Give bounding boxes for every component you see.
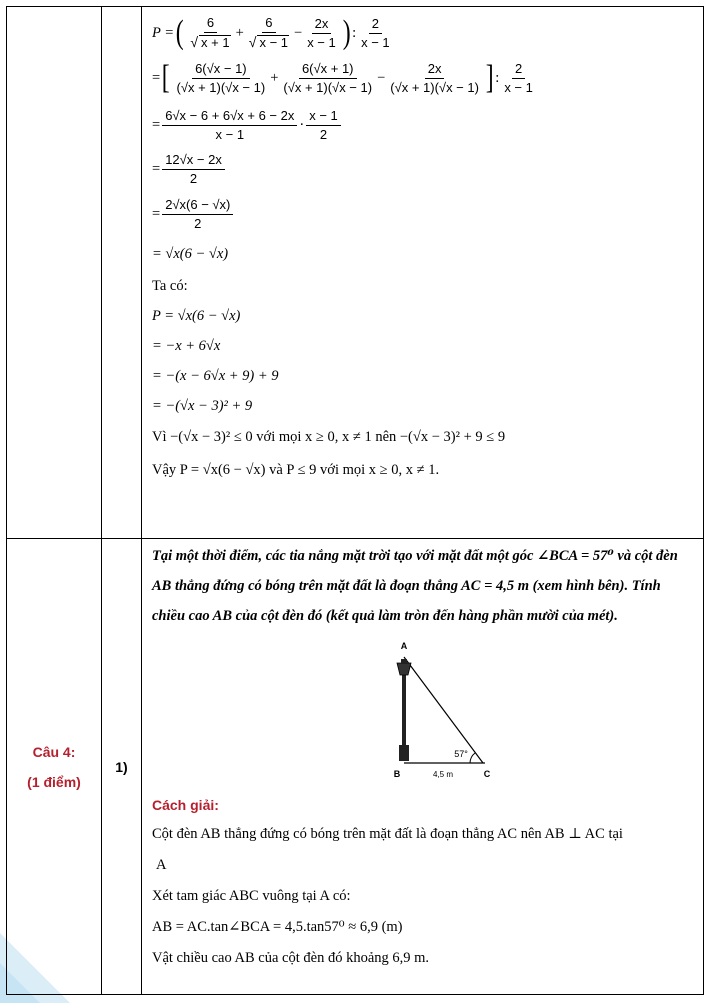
label-a: A <box>400 641 408 651</box>
solution-line-1: Cột đèn AB thẳng đứng có bóng trên mặt đất là đoạn thẳng AC nên AB ⊥ AC tại <box>152 826 623 842</box>
cell-math-solution <box>142 7 704 539</box>
step-4: = $\frac{2√x(6 - √x)}{2}$ <box>152 191 697 237</box>
sun-ray-line <box>404 657 483 763</box>
step-2: = $\frac{6√x - 6 + 6√x + 6 - 2x}{x - 1}$ · $\frac{x - 1}{2}$ <box>152 103 697 147</box>
label-c: C <box>483 769 491 779</box>
solution-table <box>6 6 704 995</box>
length-label: 4,5 m <box>432 770 454 779</box>
step-1: = [ $\frac{6(√x - 1)}{(√x + 1)(√x - 1)}$ + $\frac{6(√x + 1)}{(√x + 1)(√x - 1)}$ − $\frac{2x}{(√x + 1)(√x - 1)}$ ] : $\frac{2}{x - 1}$ <box>152 59 533 96</box>
cell-empty-2 <box>102 7 142 539</box>
cell-empty-1 <box>7 7 102 539</box>
solution-line-2: Xét tam giác ABC vuông tại A có: <box>152 888 351 904</box>
solution-heading: Cách giải: <box>152 797 219 813</box>
problem-statement: Tại một thời điểm, các tia nắng mặt trời tạo với mặt đất một góc ∠BCA = 57⁰ và cột đèn AB thẳng đứng có bóng trên mặt đất là đoạn thẳng AC = 4,5 m (xem hình bên). Tính chiều cao AB của cột đèn đó (kết quả làm tròn đến hàng phần mười của mét). <box>152 548 678 624</box>
fraction-3: $\frac{2x}{x - 1}$ <box>307 15 336 50</box>
step-5: = √x(6 − √x) <box>152 245 229 262</box>
label-b: B <box>393 769 401 779</box>
lamp-post <box>402 675 406 747</box>
step-3: = $\frac{12√x - 2x}{2}$ <box>152 147 697 191</box>
rewrite-2: = −x + 6√x <box>152 337 221 354</box>
cell-part-label <box>102 539 142 995</box>
question-number: Câu 4: <box>32 743 76 760</box>
cell-problem-and-solution <box>142 539 704 995</box>
solution-line-4: Vật chiều cao AB của cột đèn đó khoảng 6,9 m. <box>152 950 430 966</box>
solution-line-1b: A <box>156 857 167 873</box>
angle-label: 57° <box>454 749 468 759</box>
p-def-label: P = <box>152 24 175 41</box>
rewrite-1: P = √x(6 − √x) <box>152 307 241 324</box>
rewrite-3: = −(x − 6√x + 9) + 9 <box>152 367 279 384</box>
ta-co-label: Ta có: <box>152 277 188 294</box>
fraction-1: $\frac{6}{√ x + 1}$ <box>190 15 230 50</box>
row-section-1 <box>7 7 704 539</box>
lamp-head <box>397 663 411 675</box>
inequality-reason: Vì −(√x − 3)² ≤ 0 với mọi x ≥ 0, x ≠ 1 nên −(√x − 3)² + 9 ≤ 9 <box>152 428 506 445</box>
row-question-4 <box>7 539 704 995</box>
lamp-post-figure <box>377 635 497 785</box>
solution-line-3: AB = AC.tan∠BCA = 4,5.tan57⁰ ≈ 6,9 (m) <box>152 919 403 935</box>
fraction-4: $\frac{2}{x - 1}$ <box>361 15 390 50</box>
p-definition: P = ( $\frac{6}{√ x + 1}$ + $\frac{6}{√ x - 1}$ − $\frac{2x}{x - 1}$ ) : $\frac{2}{x - 1}$ <box>152 13 697 53</box>
angle-arc <box>470 753 475 763</box>
cell-question-label <box>7 539 102 995</box>
lamp-base <box>399 745 409 761</box>
question-points: (1 điểm) <box>27 773 81 790</box>
rewrite-4: = −(√x − 3)² + 9 <box>152 397 253 414</box>
part-number: 1) <box>115 758 128 775</box>
fraction-2: $\frac{6}{√ x - 1}$ <box>248 15 288 50</box>
conclusion-line: Vậy P = √x(6 − √x) và P ≤ 9 với mọi x ≥ 0, x ≠ 1. <box>152 461 440 478</box>
